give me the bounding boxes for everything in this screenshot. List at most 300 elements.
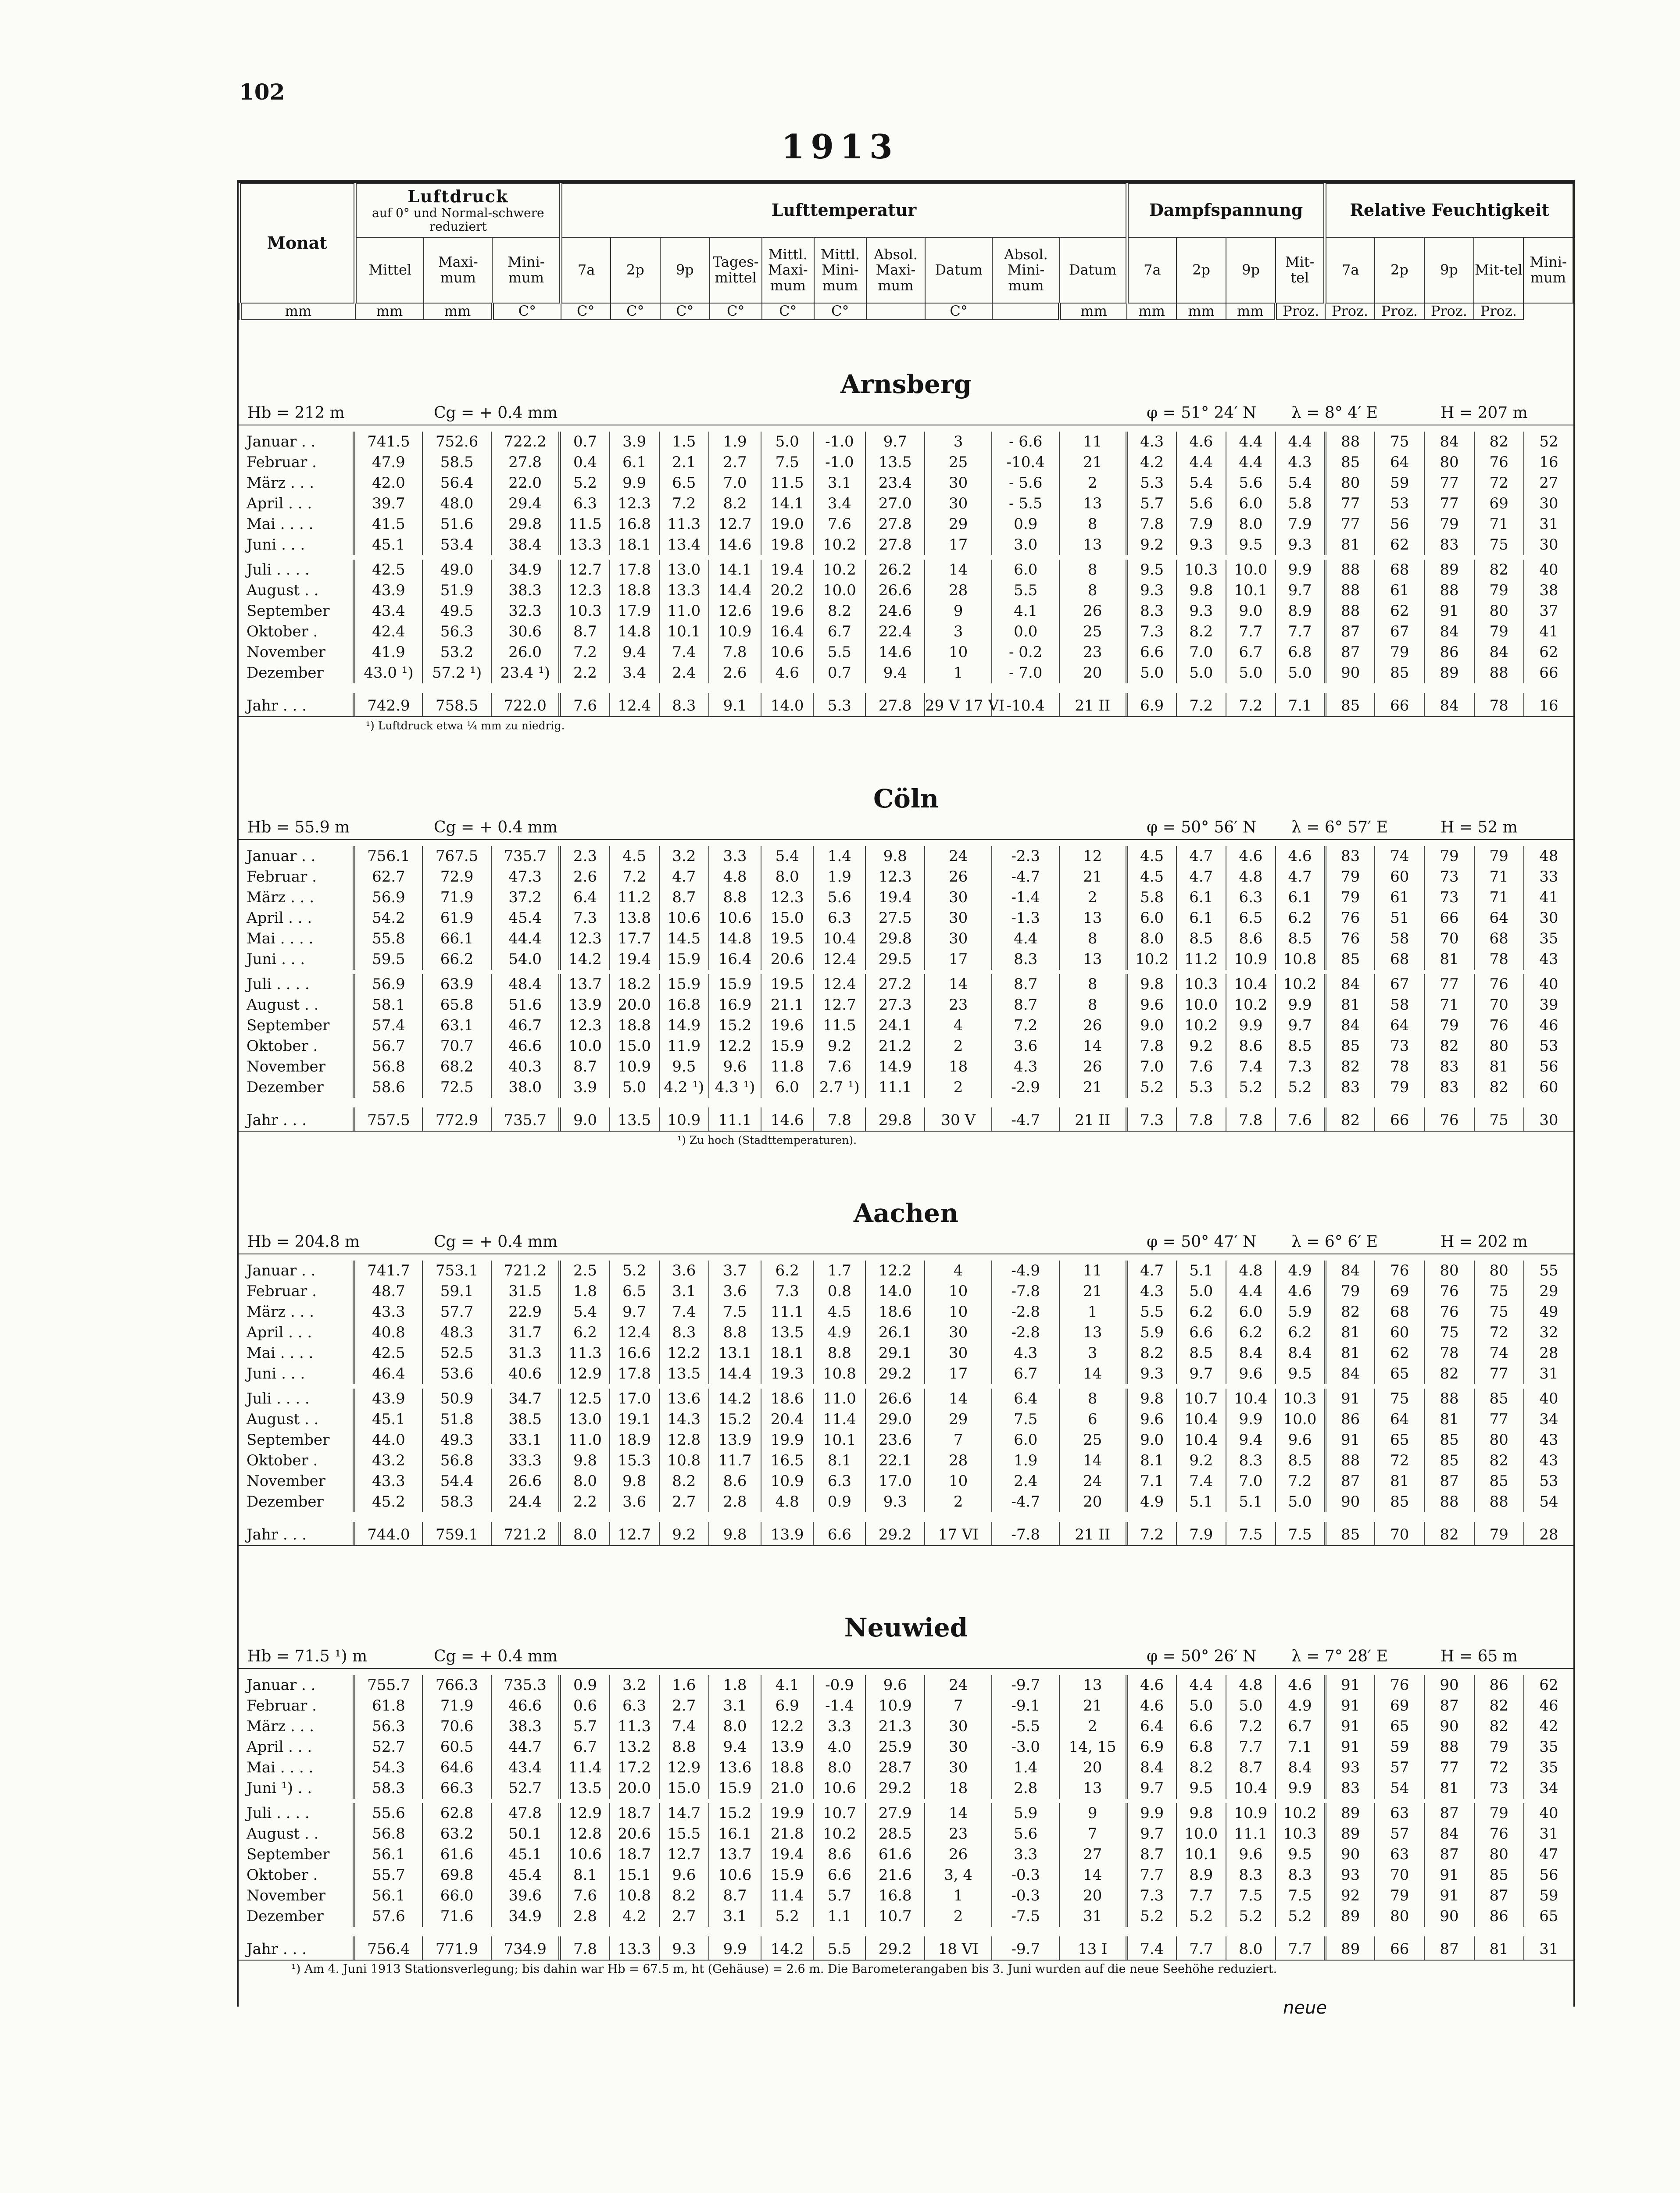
table-cell: 52 <box>1524 432 1573 452</box>
column-header: 9p <box>660 237 710 303</box>
table-cell: 46.6 <box>491 1696 560 1716</box>
table-cell: 10.2 <box>813 535 865 555</box>
station-meta-h: H = 202 m <box>1441 1233 1528 1251</box>
table-cell: 51.8 <box>422 1409 491 1430</box>
table-cell: 8.0 <box>1226 514 1276 535</box>
table-cell: 78 <box>1424 1343 1474 1364</box>
table-cell: 79 <box>1325 867 1375 887</box>
table-cell: 61 <box>1375 887 1424 908</box>
column-header: Mit-tel <box>1474 237 1523 303</box>
month-label: Mai . . . . <box>247 930 314 948</box>
table-cell: 42.4 <box>354 621 423 642</box>
table-cell: 70.7 <box>422 1036 491 1057</box>
header-lufttemperatur: Lufttemperatur <box>561 183 1127 237</box>
table-cell: 2 <box>925 1492 992 1512</box>
table-cell: 6.2 <box>1276 1322 1325 1343</box>
table-cell: 9 <box>925 601 992 621</box>
table-cell: 5.5 <box>992 580 1059 601</box>
station-name-text: Aachen <box>853 1198 959 1229</box>
table-cell: 43.4 <box>354 601 423 621</box>
table-cell: 32.3 <box>491 601 560 621</box>
table-cell: 29.8 <box>865 1107 924 1131</box>
table-cell: 14 <box>1059 1364 1127 1384</box>
table-cell: 14.4 <box>709 580 761 601</box>
table-cell: 13 <box>1059 949 1127 970</box>
table-cell: 72 <box>1474 1757 1524 1778</box>
table-cell: 0.4 <box>560 452 609 473</box>
table-cell: 5.4 <box>761 846 813 867</box>
month-label: Jahr . . . <box>247 697 307 715</box>
table-cell: 9.3 <box>1127 580 1176 601</box>
table-cell: 76 <box>1375 1675 1424 1696</box>
table-cell: 73 <box>1424 887 1474 908</box>
table-cell: 71.9 <box>422 1696 491 1716</box>
column-header: 7a <box>1127 237 1176 303</box>
table-cell: 23.4 ¹) <box>491 663 560 683</box>
table-row <box>239 621 1573 642</box>
table-cell: 1.5 <box>659 432 709 452</box>
table-cell: 8.1 <box>560 1865 609 1886</box>
table-cell: 61.6 <box>422 1844 491 1865</box>
station-spacer <box>239 1564 1573 1603</box>
table-cell: 85 <box>1424 1450 1474 1471</box>
table-cell: 55.6 <box>354 1803 423 1824</box>
month-label: November <box>247 1058 325 1076</box>
table-cell: 5.4 <box>560 1302 609 1322</box>
table-cell: 58 <box>1375 929 1424 949</box>
table-cell: 24 <box>925 846 992 867</box>
table-cell: 82 <box>1474 1077 1524 1098</box>
month-label: Januar . . <box>247 1262 316 1280</box>
table-cell: 5.0 <box>1226 663 1276 683</box>
column-unit: C° <box>814 303 866 320</box>
table-cell: 9.9 <box>1127 1803 1176 1824</box>
table-cell: 3.6 <box>709 1281 761 1302</box>
table-cell: 757.5 <box>354 1107 423 1131</box>
table-cell: 5.1 <box>1176 1261 1226 1281</box>
row-spacer-cell <box>239 1927 1573 1936</box>
table-cell: 14 <box>1059 1865 1127 1886</box>
table-cell: 7.5 <box>1226 1522 1276 1545</box>
table-cell: 59 <box>1375 473 1424 493</box>
table-cell: 85 <box>1424 1430 1474 1450</box>
table-cell: 5.0 <box>1176 1281 1226 1302</box>
table-cell: 4.7 <box>659 867 709 887</box>
table-cell: 27 <box>1059 1844 1127 1865</box>
table-cell: 31 <box>1524 1824 1573 1844</box>
table-cell: 7.2 <box>1276 1471 1325 1492</box>
table-cell: 4.6 <box>761 663 813 683</box>
table-cell: 15.9 <box>659 949 709 970</box>
table-cell: 19.4 <box>761 1844 813 1865</box>
table-cell: 7.4 <box>659 1302 709 1322</box>
month-label: Oktober . <box>247 623 318 641</box>
table-cell: 9.5 <box>1176 1778 1226 1799</box>
table-cell: 66 <box>1524 663 1573 683</box>
table-cell: 28 <box>925 1450 992 1471</box>
table-cell: 734.9 <box>491 1936 560 1960</box>
month-label: April . . . <box>247 1738 312 1756</box>
table-cell: 55 <box>1524 1261 1573 1281</box>
column-header: Datum <box>925 237 992 303</box>
table-cell: 85 <box>1325 1522 1375 1545</box>
table-cell: 2.5 <box>560 1261 609 1281</box>
column-unit: Proz. <box>1325 303 1375 320</box>
table-cell: - 6.6 <box>992 432 1059 452</box>
table-cell: 9.2 <box>813 1036 865 1057</box>
table-cell: 84 <box>1424 432 1474 452</box>
column-unit: mm <box>1226 303 1276 320</box>
station-meta-phi: φ = 50° 47′ N <box>1147 1233 1257 1251</box>
table-cell: 76 <box>1424 1302 1474 1322</box>
table-cell: 6.7 <box>813 621 865 642</box>
table-cell: 56.8 <box>354 1057 423 1077</box>
table-cell: 12.7 <box>813 995 865 1015</box>
table-cell: 38.3 <box>491 1716 560 1737</box>
table-cell: 14.6 <box>709 535 761 555</box>
table-cell: 76 <box>1474 1824 1524 1844</box>
table-cell: 19.5 <box>761 929 813 949</box>
table-cell: 12.2 <box>659 1343 709 1364</box>
table-cell: 15.9 <box>709 974 761 995</box>
table-cell: 753.1 <box>422 1261 491 1281</box>
table-cell: 7.8 <box>560 1936 609 1960</box>
table-cell: 12.8 <box>560 1824 609 1844</box>
month-label: Juni . . . <box>247 950 305 968</box>
table-cell: 8.7 <box>709 1886 761 1906</box>
table-cell: 13.9 <box>761 1737 813 1757</box>
table-cell: 26.6 <box>865 1389 924 1409</box>
table-cell: 20 <box>1059 663 1127 683</box>
station-footnote: ¹) Luftdruck etwa ¼ mm zu niedrig. <box>239 716 1573 735</box>
table-cell: 14.0 <box>865 1281 924 1302</box>
table-cell: 75 <box>1375 432 1424 452</box>
table-cell: 19.6 <box>761 601 813 621</box>
table-cell: 85 <box>1325 1036 1375 1057</box>
table-row <box>239 1778 1573 1799</box>
table-cell: 63 <box>1375 1803 1424 1824</box>
table-cell: 6.2 <box>1226 1322 1276 1343</box>
table-cell: 17.7 <box>610 929 659 949</box>
table-cell: 16.8 <box>610 514 659 535</box>
table-row <box>239 473 1573 493</box>
table-cell: 7.2 <box>992 1015 1059 1036</box>
table-cell: 8.2 <box>709 493 761 514</box>
table-cell: 7.7 <box>1276 1936 1325 1960</box>
table-cell: 31.7 <box>491 1322 560 1343</box>
table-cell: 15.1 <box>610 1865 659 1886</box>
table-cell: 21 II <box>1059 1522 1127 1545</box>
table-cell: 15.2 <box>709 1015 761 1036</box>
table-cell: 8.3 <box>1276 1865 1325 1886</box>
table-cell: 8 <box>1059 560 1127 580</box>
station-meta-hb: Hb = 71.5 ¹) m <box>247 1647 368 1666</box>
table-cell: 3.0 <box>992 535 1059 555</box>
table-cell: 14.3 <box>659 1409 709 1430</box>
table-cell: 88 <box>1474 1492 1524 1512</box>
table-cell: 10.1 <box>813 1430 865 1450</box>
table-cell: 49.5 <box>422 601 491 621</box>
table-cell: 82 <box>1474 1716 1524 1737</box>
row-spacer <box>239 970 1573 974</box>
table-cell: 7.2 <box>1127 1522 1176 1545</box>
table-cell: 8 <box>1059 1389 1127 1409</box>
table-cell: 42.5 <box>354 560 423 580</box>
table-cell: 5.7 <box>813 1886 865 1906</box>
table-row <box>239 1803 1573 1824</box>
table-cell: 48.7 <box>354 1281 423 1302</box>
table-cell: 47 <box>1524 1844 1573 1865</box>
table-cell: 57 <box>1375 1824 1424 1844</box>
table-cell: 10 <box>925 642 992 663</box>
table-cell: 30 <box>925 1322 992 1343</box>
table-cell: 3 <box>1059 1343 1127 1364</box>
table-cell: 8.4 <box>1276 1757 1325 1778</box>
table-cell: 79 <box>1424 514 1474 535</box>
year-summary-row <box>239 1107 1573 1131</box>
station-meta-h: H = 52 m <box>1441 818 1518 837</box>
table-cell: 57.4 <box>354 1015 423 1036</box>
table-cell: 18.1 <box>761 1343 813 1364</box>
table-cell: 26 <box>1059 601 1127 621</box>
table-cell: 10.2 <box>1127 949 1176 970</box>
table-cell: 68.2 <box>422 1057 491 1077</box>
table-cell: 16.8 <box>865 1886 924 1906</box>
table-cell: -0.3 <box>992 1886 1059 1906</box>
table-cell: 1.4 <box>813 846 865 867</box>
table-cell: 14.9 <box>865 1057 924 1077</box>
table-cell: 55.7 <box>354 1865 423 1886</box>
table-cell: 52.5 <box>422 1343 491 1364</box>
table-cell: 10.3 <box>1276 1389 1325 1409</box>
table-cell: 12.2 <box>865 1261 924 1281</box>
table-cell: 30 <box>1524 908 1573 929</box>
table-cell: 80 <box>1424 1261 1474 1281</box>
table-cell: 16 <box>1524 452 1573 473</box>
table-cell: 18.9 <box>610 1430 659 1450</box>
table-cell: 0.7 <box>560 432 609 452</box>
table-cell: 6.3 <box>1226 887 1276 908</box>
table-cell: 8.3 <box>659 693 709 716</box>
table-cell: 1.8 <box>560 1281 609 1302</box>
table-cell: 15.0 <box>610 1036 659 1057</box>
table-cell: 79 <box>1375 642 1424 663</box>
table-cell: 11.3 <box>610 1716 659 1737</box>
table-cell: 6.2 <box>1176 1302 1226 1322</box>
table-row <box>239 1322 1573 1343</box>
table-cell: 9.3 <box>1176 535 1226 555</box>
table-cell: 10.8 <box>1276 949 1325 970</box>
table-cell: 30 V <box>925 1107 992 1131</box>
table-cell: 8.4 <box>1226 1343 1276 1364</box>
table-cell: 9.0 <box>1127 1015 1176 1036</box>
station-meta-phi: φ = 50° 26′ N <box>1147 1647 1257 1666</box>
table-cell: 11.1 <box>1226 1824 1276 1844</box>
table-cell: 39 <box>1524 995 1573 1015</box>
month-label: Mai . . . . <box>247 515 314 533</box>
table-cell: 13.3 <box>560 535 609 555</box>
table-cell: 13.0 <box>659 560 709 580</box>
table-cell: 17 <box>925 1364 992 1384</box>
table-cell: 37.2 <box>491 887 560 908</box>
table-cell: 77 <box>1474 1364 1524 1384</box>
table-cell: 8 <box>1059 580 1127 601</box>
table-cell: 82 <box>1424 1036 1474 1057</box>
station-meta-h: H = 207 m <box>1441 404 1528 422</box>
table-cell: 7.7 <box>1127 1865 1176 1886</box>
table-cell: 46.7 <box>491 1015 560 1036</box>
table-cell: 88 <box>1325 432 1375 452</box>
table-cell: 56 <box>1524 1865 1573 1886</box>
table-cell: 4.7 <box>1127 1261 1176 1281</box>
month-label: Oktober . <box>247 1037 318 1055</box>
table-cell: 7.1 <box>1276 1737 1325 1757</box>
table-cell: 10.0 <box>1276 1409 1325 1430</box>
table-cell: -9.7 <box>992 1936 1059 1960</box>
table-cell: 12.4 <box>610 693 659 716</box>
table-cell: 13 <box>1059 1675 1127 1696</box>
table-cell: 27.0 <box>865 493 924 514</box>
table-cell: 84 <box>1325 1015 1375 1036</box>
table-cell: 48.4 <box>491 974 560 995</box>
table-cell: 63.9 <box>422 974 491 995</box>
month-label: November <box>247 1887 325 1905</box>
table-cell: 10.4 <box>1226 974 1276 995</box>
column-header: Absol. Mini-mum <box>992 237 1059 303</box>
table-cell: 11.0 <box>560 1430 609 1450</box>
table-cell: 22.4 <box>865 621 924 642</box>
table-cell: 3.4 <box>813 493 865 514</box>
table-cell: 10.9 <box>865 1696 924 1716</box>
table-cell: 8.9 <box>1276 601 1325 621</box>
table-cell: 8.2 <box>813 601 865 621</box>
table-cell: 48.0 <box>422 493 491 514</box>
table-cell: 88 <box>1424 1737 1474 1757</box>
table-cell: 13.7 <box>709 1844 761 1865</box>
column-unit: C° <box>611 303 660 320</box>
table-cell: 13.5 <box>560 1778 609 1799</box>
table-cell: 27.9 <box>865 1803 924 1824</box>
table-cell: 9.8 <box>865 846 924 867</box>
table-cell: 83 <box>1424 1057 1474 1077</box>
table-cell: 45.2 <box>354 1492 423 1512</box>
table-cell: 79 <box>1474 621 1524 642</box>
table-cell: 8.7 <box>1127 1844 1176 1865</box>
table-cell: 6.2 <box>1276 908 1325 929</box>
table-cell: 7.8 <box>709 642 761 663</box>
table-cell: 27.8 <box>491 452 560 473</box>
table-cell: 6.8 <box>1176 1737 1226 1757</box>
table-cell: 84 <box>1325 974 1375 995</box>
table-cell: 9.0 <box>560 1107 609 1131</box>
table-cell: 72 <box>1474 473 1524 493</box>
table-cell: -7.8 <box>992 1281 1059 1302</box>
table-cell: 56.3 <box>354 1716 423 1737</box>
month-label: Dezember <box>247 1493 324 1511</box>
table-cell: 9.9 <box>1276 1778 1325 1799</box>
table-cell: 29.8 <box>491 514 560 535</box>
table-cell: 30 <box>925 473 992 493</box>
table-cell: 30 <box>925 929 992 949</box>
column-unit <box>866 303 925 320</box>
table-cell: 82 <box>1424 1522 1474 1545</box>
table-cell: 8.6 <box>1226 1036 1276 1057</box>
table-cell: 87 <box>1424 1936 1474 1960</box>
table-cell: 68 <box>1375 560 1424 580</box>
table-cell: 13.9 <box>709 1430 761 1450</box>
station-meta-phi: φ = 50° 56′ N <box>1147 818 1257 837</box>
table-cell: 28 <box>1524 1343 1573 1364</box>
table-cell: 88 <box>1325 560 1375 580</box>
table-cell: 9.7 <box>865 432 924 452</box>
table-cell: 93 <box>1325 1865 1375 1886</box>
table-cell: 9.9 <box>1276 560 1325 580</box>
table-cell: 89 <box>1325 1936 1375 1960</box>
table-cell: 56.1 <box>354 1844 423 1865</box>
table-cell: 29 <box>1524 1281 1573 1302</box>
table-cell: 65 <box>1375 1716 1424 1737</box>
table-cell: 80 <box>1474 1261 1524 1281</box>
table-cell: 66 <box>1375 693 1424 716</box>
table-cell: 2.8 <box>709 1492 761 1512</box>
table-cell: 88 <box>1325 580 1375 601</box>
table-cell: 29.2 <box>865 1936 924 1960</box>
table-cell: 79 <box>1325 887 1375 908</box>
table-cell: -0.3 <box>992 1865 1059 1886</box>
table-cell: 23.4 <box>865 473 924 493</box>
table-cell: 11 <box>1059 1261 1127 1281</box>
handwritten-note: neue <box>1283 1998 1327 2018</box>
table-cell: 9.7 <box>1127 1778 1176 1799</box>
station-name-text: Neuwied <box>844 1613 968 1643</box>
month-label: Juli . . . . <box>247 975 310 993</box>
table-cell: 80 <box>1474 1036 1524 1057</box>
table-cell: 34 <box>1524 1778 1573 1799</box>
station-meta <box>239 1643 1573 1669</box>
table-cell: 10.6 <box>709 1865 761 1886</box>
column-unit: C° <box>492 303 561 320</box>
table-cell: 13.5 <box>659 1364 709 1384</box>
table-cell: 23 <box>925 995 992 1015</box>
column-header: Mini-mum <box>492 237 561 303</box>
table-cell: 79 <box>1474 580 1524 601</box>
table-cell: 29.2 <box>865 1364 924 1384</box>
month-label: November <box>247 1472 325 1490</box>
table-cell: 767.5 <box>422 846 491 867</box>
table-cell: 2.6 <box>560 867 609 887</box>
table-cell: 17 VI <box>925 1522 992 1545</box>
table-row <box>239 846 1573 867</box>
table-cell: 33.1 <box>491 1430 560 1450</box>
station-footnote <box>239 1545 1573 1564</box>
table-cell: 4 <box>925 1261 992 1281</box>
table-cell: 62 <box>1524 642 1573 663</box>
table-cell: 16.4 <box>761 621 813 642</box>
station-spacer <box>239 1149 1573 1189</box>
table-cell: 12.3 <box>865 867 924 887</box>
table-cell: 2.3 <box>560 846 609 867</box>
table-cell: 7.3 <box>1127 1107 1176 1131</box>
table-cell: 8.0 <box>1226 1936 1276 1960</box>
table-cell: 8 <box>1059 995 1127 1015</box>
table-cell: 7.2 <box>1226 1716 1276 1737</box>
table-cell: 7.3 <box>761 1281 813 1302</box>
table-cell: 83 <box>1325 1778 1375 1799</box>
table-row <box>239 432 1573 452</box>
table-cell: 7.6 <box>813 514 865 535</box>
table-cell: 24 <box>925 1675 992 1696</box>
table-cell: 5.0 <box>761 432 813 452</box>
